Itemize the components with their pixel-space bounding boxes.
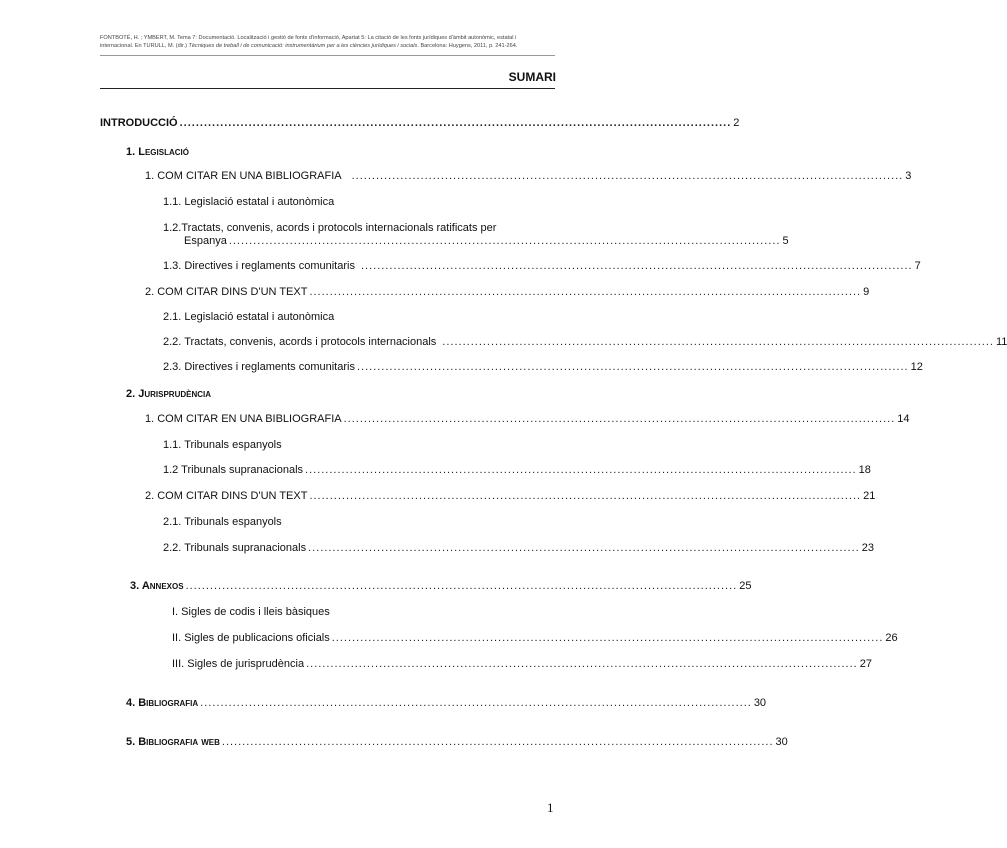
page-number: 1 <box>547 800 554 815</box>
toc-label: 2. COM CITAR DINS D'UN TEXT <box>145 490 308 502</box>
toc-entry-sigles-codis[interactable]: I. Sigles de codis i lleis bàsiques <box>172 606 330 618</box>
toc-page: 5 <box>782 235 789 247</box>
citation-book-title: Tècniques de treball i de comunicació: instrumentàrium per a les ciències jurídiques i socials <box>188 42 418 49</box>
toc-page: 2 <box>733 117 740 129</box>
citation-line-2c: . Barcelona: Huygens, 2011, p. 241-264. <box>417 42 518 49</box>
toc-entry-tractats-text[interactable] <box>163 335 1007 349</box>
toc-page: 12 <box>910 361 923 373</box>
toc-entry-bibliografia[interactable] <box>126 696 767 710</box>
toc-entry-annexos[interactable] <box>130 579 752 593</box>
toc-page: 30 <box>753 697 767 709</box>
toc-entry-directives-text[interactable] <box>163 360 923 374</box>
toc-label: 5. Bibliografia web <box>126 736 220 748</box>
toc-entry-tractats-line1[interactable]: 1.2.Tractats, convenis, acords i protocols internacionals ratificats per <box>163 222 497 234</box>
toc-entry-sigles-jurisprudencia[interactable] <box>172 657 872 671</box>
toc-entry-introduccio[interactable] <box>100 116 740 130</box>
citation-header <box>100 35 555 50</box>
dot-leader: ........................................................................................................................................ <box>356 361 909 373</box>
citation-line-1: FONTBOTÉ, H. ; YMBERT, M. Tema 7: Documentació. Localització i gestió de fonts d'informació, Apartat 5: La citació de les fonts jurídiques d'àmbit autonòmic, estatal i <box>100 35 517 41</box>
dot-leader: ........................................................................................................................................ <box>308 542 860 554</box>
toc-page: 7 <box>914 260 921 272</box>
toc-label: 4. Bibliografia <box>126 697 199 709</box>
toc-page: 30 <box>775 736 788 748</box>
toc-label: III. Sigles de jurisprudència <box>172 658 305 670</box>
toc-label: 1. COM CITAR EN UNA BIBLIOGRAFIA <box>145 170 342 182</box>
toc-label: INTRODUCCIÓ <box>100 117 178 129</box>
toc-entry-bibliografia-web[interactable] <box>126 735 788 749</box>
toc-page: 14 <box>897 413 910 425</box>
toc-entry-jurisprudencia-text[interactable] <box>145 489 876 503</box>
dot-leader: ........................................................................................................................................ <box>351 170 904 182</box>
toc-entry-legislacio-estatal-text[interactable]: 2.1. Legislació estatal i autonòmica <box>163 311 335 323</box>
toc-label: 2.2. Tractats, convenis, acords i protocols internacionals <box>163 336 437 348</box>
toc-entry-directives[interactable] <box>163 259 921 273</box>
title-divider <box>100 88 555 89</box>
page-title: SUMARI <box>508 70 556 84</box>
dot-leader: ........................................................................................................................................ <box>343 413 896 425</box>
toc-page: 23 <box>861 542 874 554</box>
citation-line-2 <box>100 43 555 51</box>
toc-page: 26 <box>885 632 898 644</box>
dot-leader: ........................................................................................................................................ <box>306 658 858 670</box>
dot-leader: ........................................................................................................................................ <box>331 632 884 644</box>
toc-section-jurisprudencia[interactable]: 2. Jurisprudència <box>126 388 212 400</box>
toc-entry-tribunals-supranacionals[interactable] <box>163 463 871 477</box>
dot-leader: ........................................................................................................................................ <box>309 490 862 502</box>
dot-leader: ........................................................................................................................................ <box>305 464 857 476</box>
toc-entry-legislacio-estatal[interactable]: 1.1. Legislació estatal i autonòmica <box>163 196 335 208</box>
toc-label: 3. Annexos <box>130 580 184 592</box>
toc-label: 1. COM CITAR EN UNA BIBLIOGRAFIA <box>145 413 342 425</box>
toc-section-legislacio[interactable]: 1. Legislació <box>126 146 189 158</box>
toc-entry-jurisprudencia-bibliografia[interactable] <box>145 412 910 426</box>
toc-entry-sigles-publicacions[interactable] <box>172 631 898 645</box>
toc-label: 1.2 Tribunals supranacionals <box>163 464 304 476</box>
toc-page: 11 <box>995 336 1007 348</box>
toc-entry-tractats[interactable] <box>184 234 789 248</box>
dot-leader: ........................................................................................................................................ <box>228 235 781 247</box>
toc-entry-legislacio-text[interactable] <box>145 285 870 299</box>
header-divider <box>100 55 555 56</box>
toc-page: 25 <box>739 580 752 592</box>
dot-leader: ........................................................................................................................................ <box>179 117 732 129</box>
toc-label: Espanya <box>184 235 227 247</box>
dot-leader: ........................................................................................................................................ <box>360 260 913 272</box>
dot-leader: ........................................................................................................................................ <box>221 736 774 748</box>
toc-label: 2.2. Tribunals supranacionals <box>163 542 307 554</box>
toc-label: 1.3. Directives i reglaments comunitaris <box>163 260 355 272</box>
citation-line-2a: internacional. En TURULL, M. (dir.) <box>100 42 189 49</box>
toc-page: 27 <box>859 658 872 670</box>
toc-entry-tribunals-espanyols-text[interactable]: 2.1. Tribunals espanyols <box>163 516 282 528</box>
toc-page: 3 <box>905 170 912 182</box>
toc-page: 9 <box>863 286 870 298</box>
dot-leader: ........................................................................................................................................ <box>185 580 738 592</box>
dot-leader: ........................................................................................................................................ <box>442 336 994 348</box>
toc-label: 2.3. Directives i reglaments comunitaris <box>163 361 355 373</box>
toc-label: II. Sigles de publicacions oficials <box>172 632 330 644</box>
toc-entry-legislacio-bibliografia[interactable] <box>145 169 912 183</box>
toc-page: 21 <box>863 490 876 502</box>
toc-label: 2. COM CITAR DINS D'UN TEXT <box>145 286 308 298</box>
toc-page: 18 <box>858 464 871 476</box>
toc-entry-tribunals-espanyols[interactable]: 1.1. Tribunals espanyols <box>163 439 282 451</box>
dot-leader: ........................................................................................................................................ <box>309 286 862 298</box>
toc-entry-tribunals-supranacionals-text[interactable] <box>163 541 874 555</box>
dot-leader: ........................................................................................................................................ <box>200 697 752 709</box>
